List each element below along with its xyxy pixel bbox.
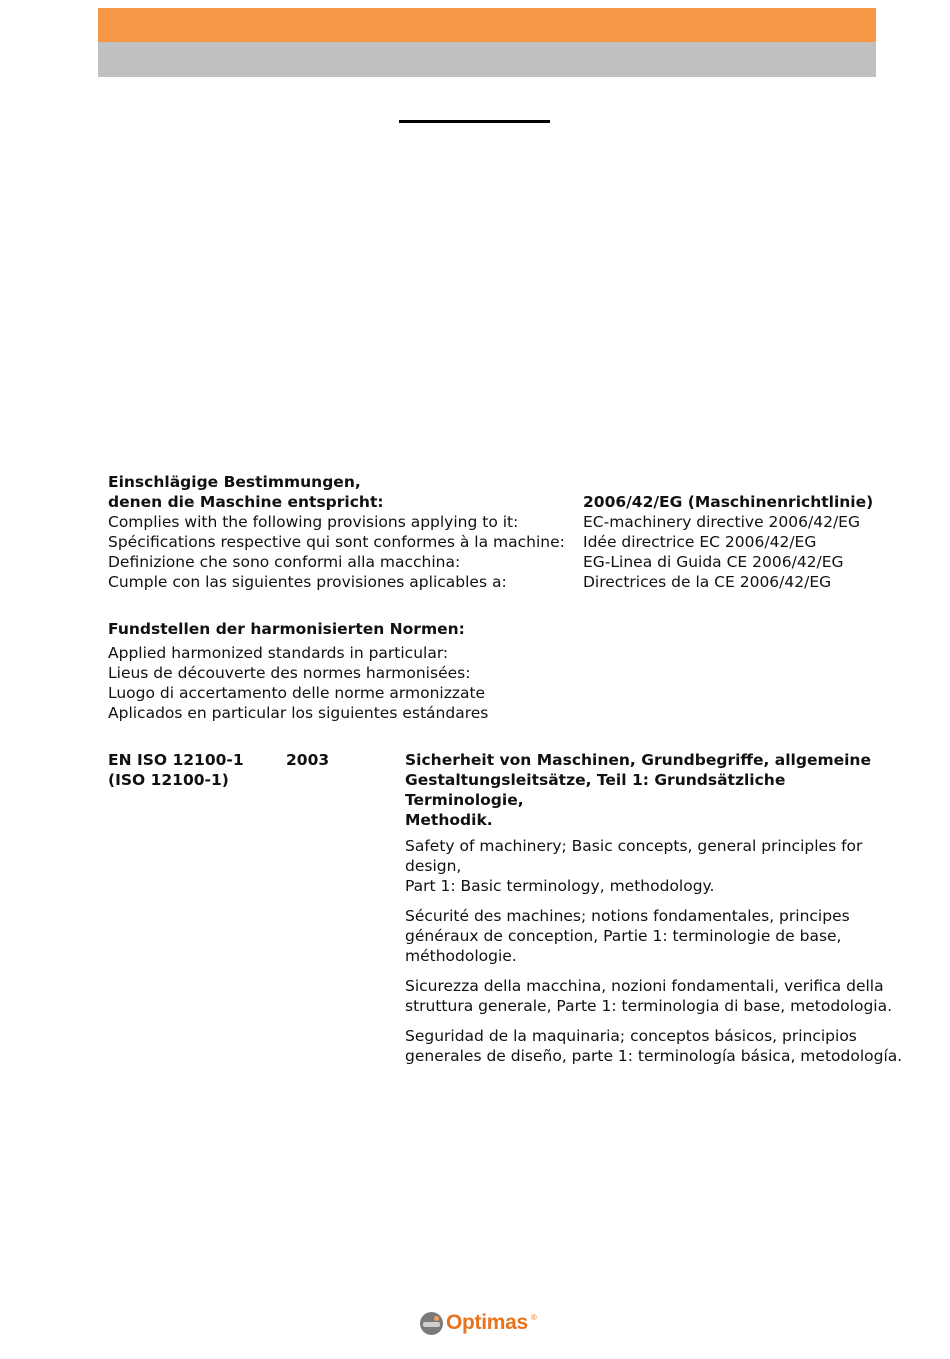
title-underline xyxy=(399,120,550,123)
standard-code-iso: (ISO 12100-1) xyxy=(108,771,229,789)
optimas-logo xyxy=(420,1311,537,1335)
registered-mark: ® xyxy=(530,1313,537,1322)
standard-desc-de xyxy=(405,750,905,830)
provisions-heading-line2: denen die Maschine entspricht: xyxy=(108,493,384,511)
directive-de: 2006/42/EG (Maschinenrichtlinie) xyxy=(583,493,874,511)
desc-fr-line: Sécurité des machines; notions fondamentales, principes xyxy=(405,907,850,925)
header-orange-band xyxy=(98,8,876,42)
desc-fr-line: généraux de conception, Partie 1: terminologie de base, xyxy=(405,927,842,945)
provision-label-es: Cumple con las siguientes provisiones aplicables a: xyxy=(108,573,507,591)
desc-fr-line: méthodologie. xyxy=(405,947,517,965)
standard-descriptions xyxy=(405,750,905,1072)
provisions-heading-line1: Einschlägige Bestimmungen, xyxy=(108,473,361,491)
standard-desc-es xyxy=(405,1026,905,1066)
standard-desc-it xyxy=(405,976,905,1016)
provision-value-it: EG-Linea di Guida CE 2006/42/EG xyxy=(583,553,844,571)
provision-label-fr: Spécifications respective qui sont conformes à la machine: xyxy=(108,533,565,551)
provision-label-en: Complies with the following provisions applying to it: xyxy=(108,513,519,531)
logo-brand-text: Optimas xyxy=(446,1311,528,1334)
desc-es-line: generales de diseño, parte 1: terminología básica, metodología. xyxy=(405,1047,903,1065)
desc-it-line: Sicurezza della macchina, nozioni fondamentali, verifica della xyxy=(405,977,884,995)
desc-en-line: Part 1: Basic terminology, methodology. xyxy=(405,877,715,895)
standards-heading: Fundstellen der harmonisierten Normen: xyxy=(108,620,465,638)
standard-code: EN ISO 12100-1 xyxy=(108,751,244,769)
standards-line-fr: Lieus de découverte des normes harmonisées: xyxy=(108,664,471,682)
provision-value-es: Directrices de la CE 2006/42/EG xyxy=(583,573,832,591)
desc-de-line: Gestaltungsleitsätze, Teil 1: Grundsätzliche Terminologie, xyxy=(405,771,786,809)
standards-line-en: Applied harmonized standards in particular: xyxy=(108,644,449,662)
desc-it-line: struttura generale, Parte 1: terminologia di base, metodologia. xyxy=(405,997,893,1015)
standards-line-it: Luogo di accertamento delle norme armonizzate xyxy=(108,684,486,702)
desc-en-line: Safety of machinery; Basic concepts, general principles for design, xyxy=(405,837,863,875)
desc-es-line: Seguridad de la maquinaria; conceptos básicos, principios xyxy=(405,1027,857,1045)
provision-label-it: Definizione che sono conformi alla macchina: xyxy=(108,553,461,571)
desc-de-line: Methodik. xyxy=(405,811,493,829)
provision-value-fr: Idée directrice EC 2006/42/EG xyxy=(583,533,817,551)
standard-year: 2003 xyxy=(286,751,330,769)
optimas-logo-icon xyxy=(420,1312,443,1335)
header-gray-band xyxy=(98,42,876,77)
standard-desc-fr xyxy=(405,906,905,966)
standards-line-es: Aplicados en particular los siguientes estándares xyxy=(108,704,489,722)
standard-desc-en xyxy=(405,836,905,896)
provision-value-en: EC-machinery directive 2006/42/EG xyxy=(583,513,860,531)
desc-de-line: Sicherheit von Maschinen, Grundbegriffe, allgemeine xyxy=(405,751,871,769)
